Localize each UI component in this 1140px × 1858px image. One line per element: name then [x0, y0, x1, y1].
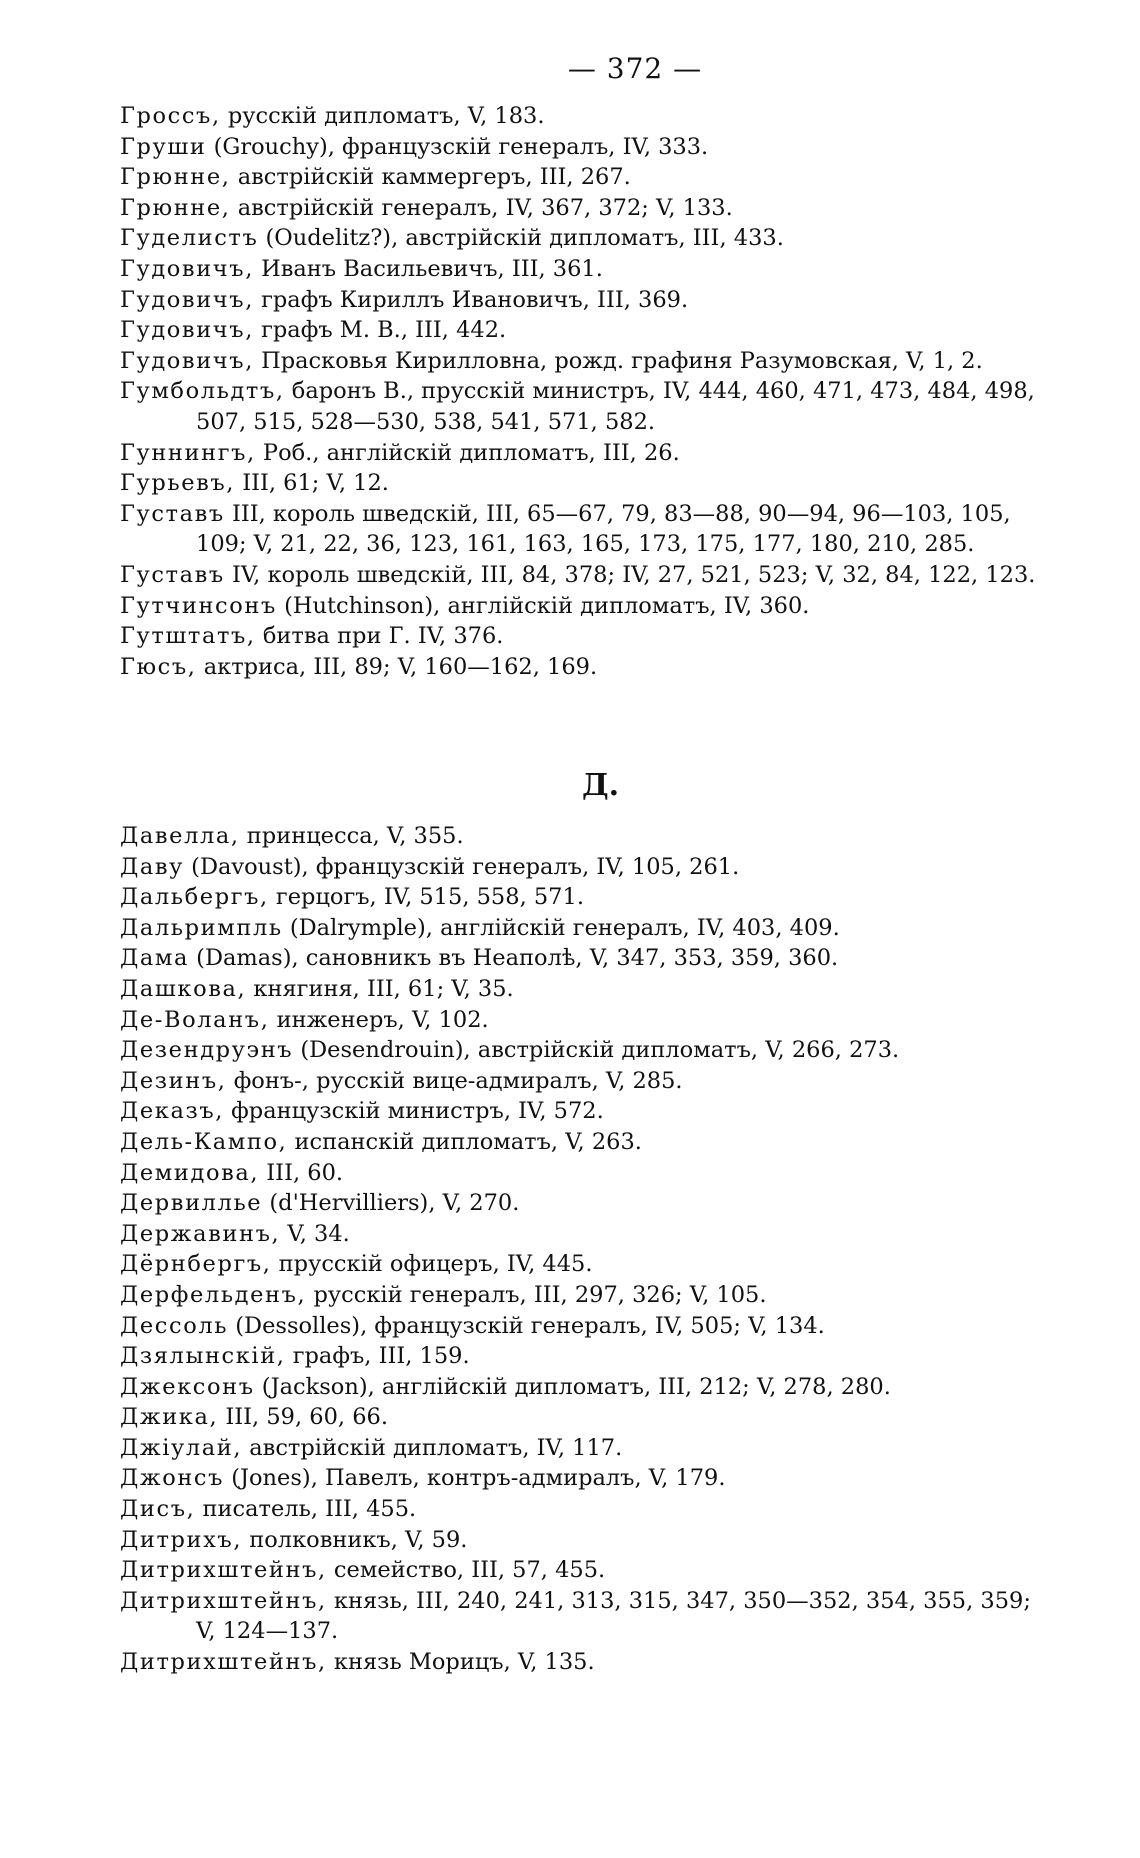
index-entry — [120, 1586, 1031, 1647]
letter-heading: Д. — [582, 768, 620, 803]
entry-continuation: 109; V, 21, 22, 36, 123, 161, 163, 165, 173, 175, 177, 180, 210, 285. — [196, 531, 975, 558]
index-entry — [120, 1066, 1031, 1097]
entry-text: Роб., англійскій дипломатъ, III, 26. — [255, 439, 680, 466]
entry-headword: Дальримпль — [120, 914, 283, 941]
index-entry — [120, 1158, 1031, 1189]
index-entry — [120, 1463, 1031, 1494]
entry-text: французскій министръ, IV, 572. — [224, 1098, 604, 1125]
index-entry — [120, 1280, 1031, 1311]
index-entry — [120, 821, 1031, 852]
index-entry — [120, 1525, 1031, 1556]
index-entry — [120, 1311, 1031, 1342]
index-entry — [120, 468, 1035, 499]
index-entry — [120, 285, 1035, 316]
entry-text: III, 61; V, 12. — [235, 470, 389, 497]
entry-headword: Дама — [120, 945, 190, 972]
entry-text: (Dessolles), французскій генералъ, IV, 505; V, 134. — [228, 1312, 825, 1339]
index-entry — [120, 1555, 1031, 1586]
entry-headword: Дезинъ, — [120, 1067, 227, 1094]
index-entry — [120, 1402, 1031, 1433]
entry-headword: Гутчинсонъ — [120, 592, 277, 619]
index-entry — [120, 1494, 1031, 1525]
index-entry — [120, 346, 1035, 377]
index-entry — [120, 1341, 1031, 1372]
index-entry — [120, 438, 1035, 469]
entry-headword: Дальбергъ, — [120, 884, 269, 911]
entry-headword: Дёрнбергъ, — [120, 1251, 272, 1278]
entry-text: фонъ-, русскій вице-адмиралъ, V, 285. — [226, 1067, 683, 1094]
index-entry — [120, 974, 1031, 1005]
entry-headword: Дерфельденъ, — [120, 1281, 307, 1308]
entry-headword: Дитрихъ, — [120, 1526, 243, 1553]
entry-text: австрійскій каммергеръ, III, 267. — [230, 164, 631, 191]
entry-headword: Гуннингъ, — [120, 439, 256, 466]
entry-headword: Державинъ, — [120, 1220, 281, 1247]
entry-headword: Даву — [120, 853, 185, 880]
index-entry — [120, 591, 1035, 622]
index-entry — [120, 1647, 1031, 1678]
entry-headword: Дессоль — [120, 1312, 229, 1339]
entry-headword: Джексонъ — [120, 1373, 255, 1400]
index-entry — [120, 193, 1035, 224]
entry-headword: Джіулай, — [120, 1434, 243, 1461]
entry-text: герцогъ, IV, 515, 558, 571. — [268, 884, 584, 911]
entry-text: (Davoust), французскій генералъ, IV, 105, 261. — [184, 853, 740, 880]
entry-text: (Desendrouin), австрійскій дипломатъ, V, 266, 273. — [293, 1037, 900, 1064]
index-entry — [120, 376, 1035, 437]
index-entry — [120, 499, 1035, 560]
entry-headword: Дитрихштейнъ, — [120, 1587, 327, 1614]
index-entry — [120, 1096, 1031, 1127]
entry-text: (Jones), Павелъ, контръ-адмиралъ, V, 179. — [224, 1465, 726, 1492]
entry-text: графъ Кириллъ Ивановичъ, III, 369. — [253, 286, 689, 313]
index-entry — [120, 1219, 1031, 1250]
entry-headword: Демидова, — [120, 1159, 260, 1186]
index-entry — [120, 315, 1035, 346]
entry-text: графъ, III, 159. — [285, 1343, 470, 1370]
entry-text: (Grouchy), французскій генералъ, IV, 333. — [206, 133, 709, 160]
entry-headword: Дисъ, — [120, 1496, 196, 1523]
entry-text: испанскій дипломатъ, V, 263. — [287, 1128, 642, 1155]
index-entry — [120, 162, 1035, 193]
entry-text: австрійскій дипломатъ, IV, 117. — [242, 1434, 623, 1461]
entry-continuation: V, 124—137. — [196, 1618, 339, 1645]
entry-headword: Давелла, — [120, 823, 240, 849]
entry-headword: Гудовичъ, — [120, 347, 254, 374]
index-entry — [120, 652, 1035, 683]
index-entry — [120, 882, 1031, 913]
entry-headword: Гурьевъ, — [120, 470, 236, 497]
entry-text: Иванъ Васильевичъ, III, 361. — [253, 255, 603, 282]
entry-headword: Густавъ — [120, 561, 225, 588]
entry-headword: Дзялынскій, — [120, 1343, 286, 1370]
index-entry — [120, 223, 1035, 254]
entry-text: прусскій офицеръ, IV, 445. — [271, 1251, 593, 1278]
index-entry — [120, 560, 1035, 591]
entry-headword: Дитрихштейнъ, — [120, 1649, 327, 1676]
entry-headword: Гюсъ, — [120, 653, 197, 680]
entry-text: битва при Г. IV, 376. — [255, 623, 504, 650]
entry-text: семейство, III, 57, 455. — [326, 1557, 606, 1584]
entry-headword: Дезендруэнъ — [120, 1037, 294, 1064]
entry-text: III, король шведскій, III, 65—67, 79, 83—88, 90—94, 96—103, 105, — [224, 500, 1011, 527]
entry-headword: Гроссъ, — [120, 103, 221, 129]
index-entry — [120, 1035, 1031, 1066]
entry-text: полковникъ, V, 59. — [242, 1526, 468, 1553]
entry-headword: Де-Воланъ, — [120, 1006, 270, 1033]
entry-continuation: 507, 515, 528—530, 538, 541, 571, 582. — [196, 408, 656, 435]
entry-headword: Груши — [120, 133, 207, 160]
entry-text: V, 34. — [280, 1220, 350, 1247]
entry-headword: Грюнне, — [120, 164, 231, 191]
index-entry — [120, 1433, 1031, 1464]
entry-headword: Деказъ, — [120, 1098, 225, 1125]
index-entry — [120, 621, 1035, 652]
entry-text: IV, король шведскій, III, 84, 378; IV, 27, 521, 523; V, 32, 84, 122, 123. — [224, 561, 1036, 588]
index-entry — [120, 943, 1031, 974]
entry-text: (Damas), сановникъ въ Неаполѣ, V, 347, 353, 359, 360. — [189, 945, 839, 972]
index-section-d — [120, 821, 1031, 1678]
entry-text: княгиня, III, 61; V, 35. — [246, 975, 514, 1002]
index-entry — [120, 254, 1035, 285]
entry-text: австрійскій генералъ, IV, 367, 372; V, 133. — [230, 194, 733, 221]
entry-headword: Джонсъ — [120, 1465, 225, 1492]
entry-text: инженеръ, V, 102. — [269, 1006, 489, 1033]
entry-headword: Гудовичъ, — [120, 255, 254, 282]
entry-headword: Дервиллье — [120, 1190, 263, 1217]
entry-text: русскій дипломатъ, V, 183. — [220, 103, 545, 129]
entry-text: князь Морицъ, V, 135. — [326, 1649, 595, 1676]
index-entry — [120, 132, 1035, 163]
index-entry — [120, 1372, 1031, 1403]
entry-headword: Гутштатъ, — [120, 623, 256, 650]
entry-text: Прасковья Кирилловна, рожд. графиня Разумовская, V, 1, 2. — [253, 347, 983, 374]
index-section-g — [120, 101, 1035, 682]
entry-headword: Густавъ — [120, 500, 225, 527]
entry-headword: Гумбольдтъ, — [120, 378, 285, 405]
entry-headword: Джика, — [120, 1404, 219, 1431]
entry-text: принцесса, V, 355. — [239, 823, 464, 849]
entry-text: (Jackson), англійскій дипломатъ, III, 212; V, 278, 280. — [254, 1373, 891, 1400]
index-entry — [120, 852, 1031, 883]
index-entry — [120, 1005, 1031, 1036]
entry-headword: Гуделистъ — [120, 225, 259, 252]
entry-headword: Грюнне, — [120, 194, 231, 221]
index-entry — [120, 913, 1031, 944]
entry-headword: Гудовичъ, — [120, 286, 254, 313]
entry-text: писатель, III, 455. — [195, 1496, 417, 1523]
index-entry — [120, 101, 1035, 132]
entry-text: русскій генералъ, III, 297, 326; V, 105. — [306, 1281, 767, 1308]
entry-text: III, 60. — [259, 1159, 344, 1186]
entry-text: III, 59, 60, 66. — [218, 1404, 388, 1431]
entry-text: (Hutchinson), англійскій дипломатъ, IV, 360. — [276, 592, 810, 619]
entry-text: баронъ В., прусскій министръ, IV, 444, 460, 471, 473, 484, 498, — [284, 378, 1035, 405]
index-entry — [120, 1249, 1031, 1280]
entry-headword: Дитрихштейнъ, — [120, 1557, 327, 1584]
entry-text: князь, III, 240, 241, 313, 315, 347, 350—352, 354, 355, 359; — [326, 1587, 1031, 1614]
entry-text: (Dalrymple), англійскій генералъ, IV, 403, 409. — [282, 914, 840, 941]
entry-text: графъ М. В., III, 442. — [253, 317, 507, 344]
index-entry — [120, 1188, 1031, 1219]
entry-text: (d'Hervilliers), V, 270. — [262, 1190, 520, 1217]
index-entry — [120, 1127, 1031, 1158]
entry-headword: Дашкова, — [120, 975, 247, 1002]
page-number: — 372 — — [567, 52, 703, 85]
entry-headword: Гудовичъ, — [120, 317, 254, 344]
entry-text: актриса, III, 89; V, 160—162, 169. — [196, 653, 598, 680]
entry-text: (Oudelitz?), австрійскій дипломатъ, III, 433. — [258, 225, 784, 252]
entry-headword: Дель-Кампо, — [120, 1128, 288, 1155]
